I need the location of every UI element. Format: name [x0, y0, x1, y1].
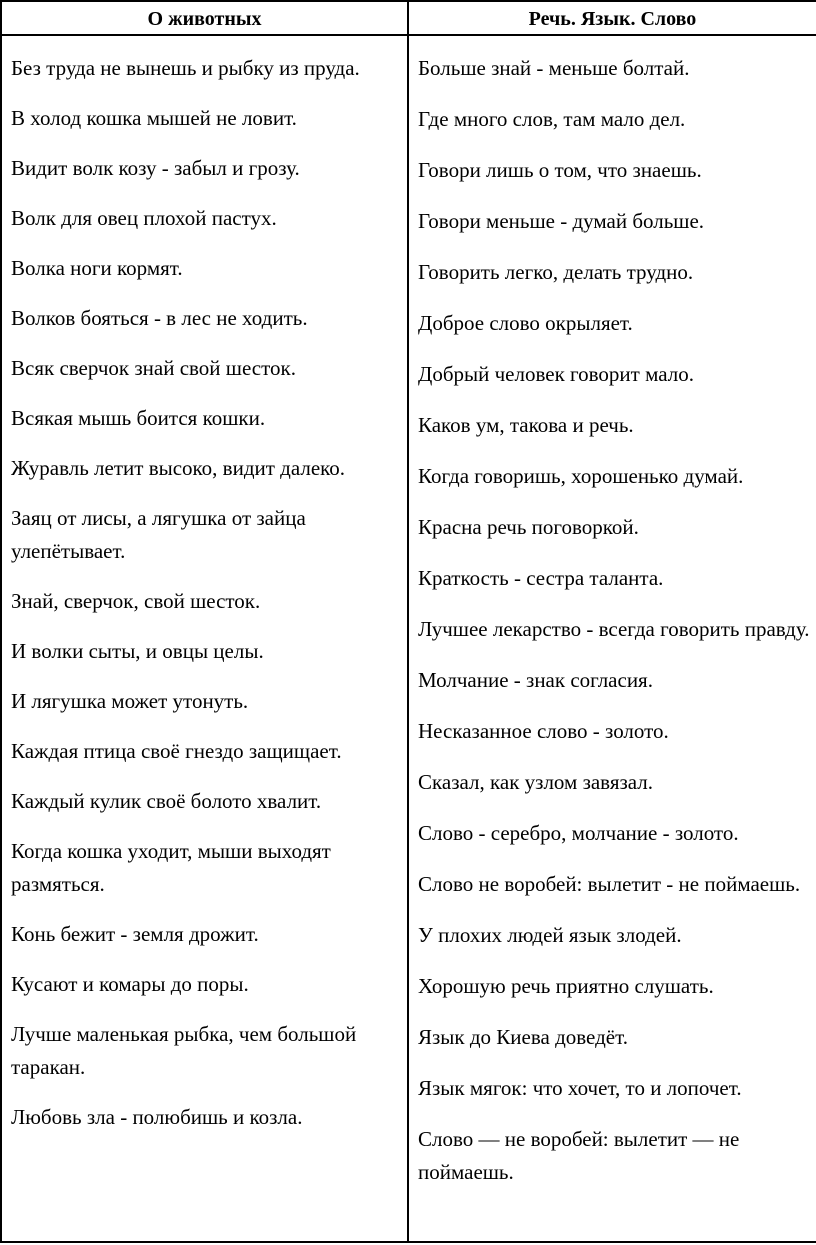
list-item: Добрый человек говорит мало.: [418, 362, 694, 386]
list-item: Говорить легко, делать трудно.: [418, 260, 694, 284]
list-item: У плохих людей язык злодей.: [418, 923, 682, 947]
list-item: Каждая птица своё гнездо защищает.: [11, 739, 342, 763]
list-item: Каждый кулик своё болото хвалит.: [11, 789, 322, 813]
list-item: Доброе слово окрыляет.: [418, 311, 633, 335]
list-item: Всякая мышь боится кошки.: [11, 406, 266, 430]
list-item: Любовь зла - полюбишь и козла.: [11, 1105, 303, 1129]
column-header-animals: О животных: [1, 1, 408, 35]
animals-proverbs-cell: [1, 35, 408, 1242]
list-item: Журавль летит высоко, видит далеко.: [11, 456, 346, 480]
list-item: Язык до Киева доведёт.: [418, 1025, 628, 1049]
list-item: Сказал, как узлом завязал.: [418, 770, 654, 794]
list-item: Краткость - сестра таланта.: [418, 566, 664, 590]
column-header-speech: Речь. Язык. Слово: [408, 1, 816, 35]
list-item: Когда кошка уходит, мыши выходят размяться.: [11, 839, 331, 896]
list-item: Волков бояться - в лес не ходить.: [11, 306, 308, 330]
list-item: Красна речь поговоркой.: [418, 515, 639, 539]
list-item: Заяц от лисы, а лягушка от зайца улепётывает.: [11, 506, 306, 563]
list-item: Хорошую речь приятно слушать.: [418, 974, 714, 998]
list-item: Слово - серебро, молчание - золото.: [418, 821, 739, 845]
speech-proverbs-list: [418, 52, 810, 1189]
list-item: Знай, сверчок, свой шесток.: [11, 589, 261, 613]
list-item: Говори меньше - думай больше.: [418, 209, 705, 233]
list-item: И лягушка может утонуть.: [11, 689, 249, 713]
animals-proverbs-list: [11, 52, 401, 1134]
list-item: Без труда не вынешь и рыбку из пруда.: [11, 56, 360, 80]
list-item: Язык мягок: что хочет, то и лопочет.: [418, 1076, 742, 1100]
list-item: Всяк сверчок знай свой шесток.: [11, 356, 296, 380]
list-item: В холод кошка мышей не ловит.: [11, 106, 297, 130]
list-item: Волк для овец плохой пастух.: [11, 206, 277, 230]
list-item: Несказанное слово - золото.: [418, 719, 669, 743]
list-item: Где много слов, там мало дел.: [418, 107, 686, 131]
list-item: Говори лишь о том, что знаешь.: [418, 158, 702, 182]
speech-proverbs-cell: [408, 35, 816, 1242]
list-item: Лучшее лекарство - всегда говорить правду.: [418, 617, 810, 641]
list-item: Каков ум, такова и речь.: [418, 413, 634, 437]
table-body-row: [1, 35, 816, 1242]
list-item: Когда говоришь, хорошенько думай.: [418, 464, 744, 488]
list-item: Молчание - знак согласия.: [418, 668, 653, 692]
list-item: Лучше маленькая рыбка, чем большой таракан.: [11, 1022, 357, 1079]
list-item: Конь бежит - земля дрожит.: [11, 922, 259, 946]
list-item: Волка ноги кормят.: [11, 256, 183, 280]
list-item: И волки сыты, и овцы целы.: [11, 639, 264, 663]
list-item: Слово — не воробей: вылетит — не поймаешь.: [418, 1127, 740, 1184]
list-item: Больше знай - меньше болтай.: [418, 56, 690, 80]
list-item: Слово не воробей: вылетит - не поймаешь.: [418, 872, 801, 896]
list-item: Видит волк козу - забыл и грозу.: [11, 156, 300, 180]
table-header-row: [1, 1, 816, 35]
list-item: Кусают и комары до поры.: [11, 972, 249, 996]
